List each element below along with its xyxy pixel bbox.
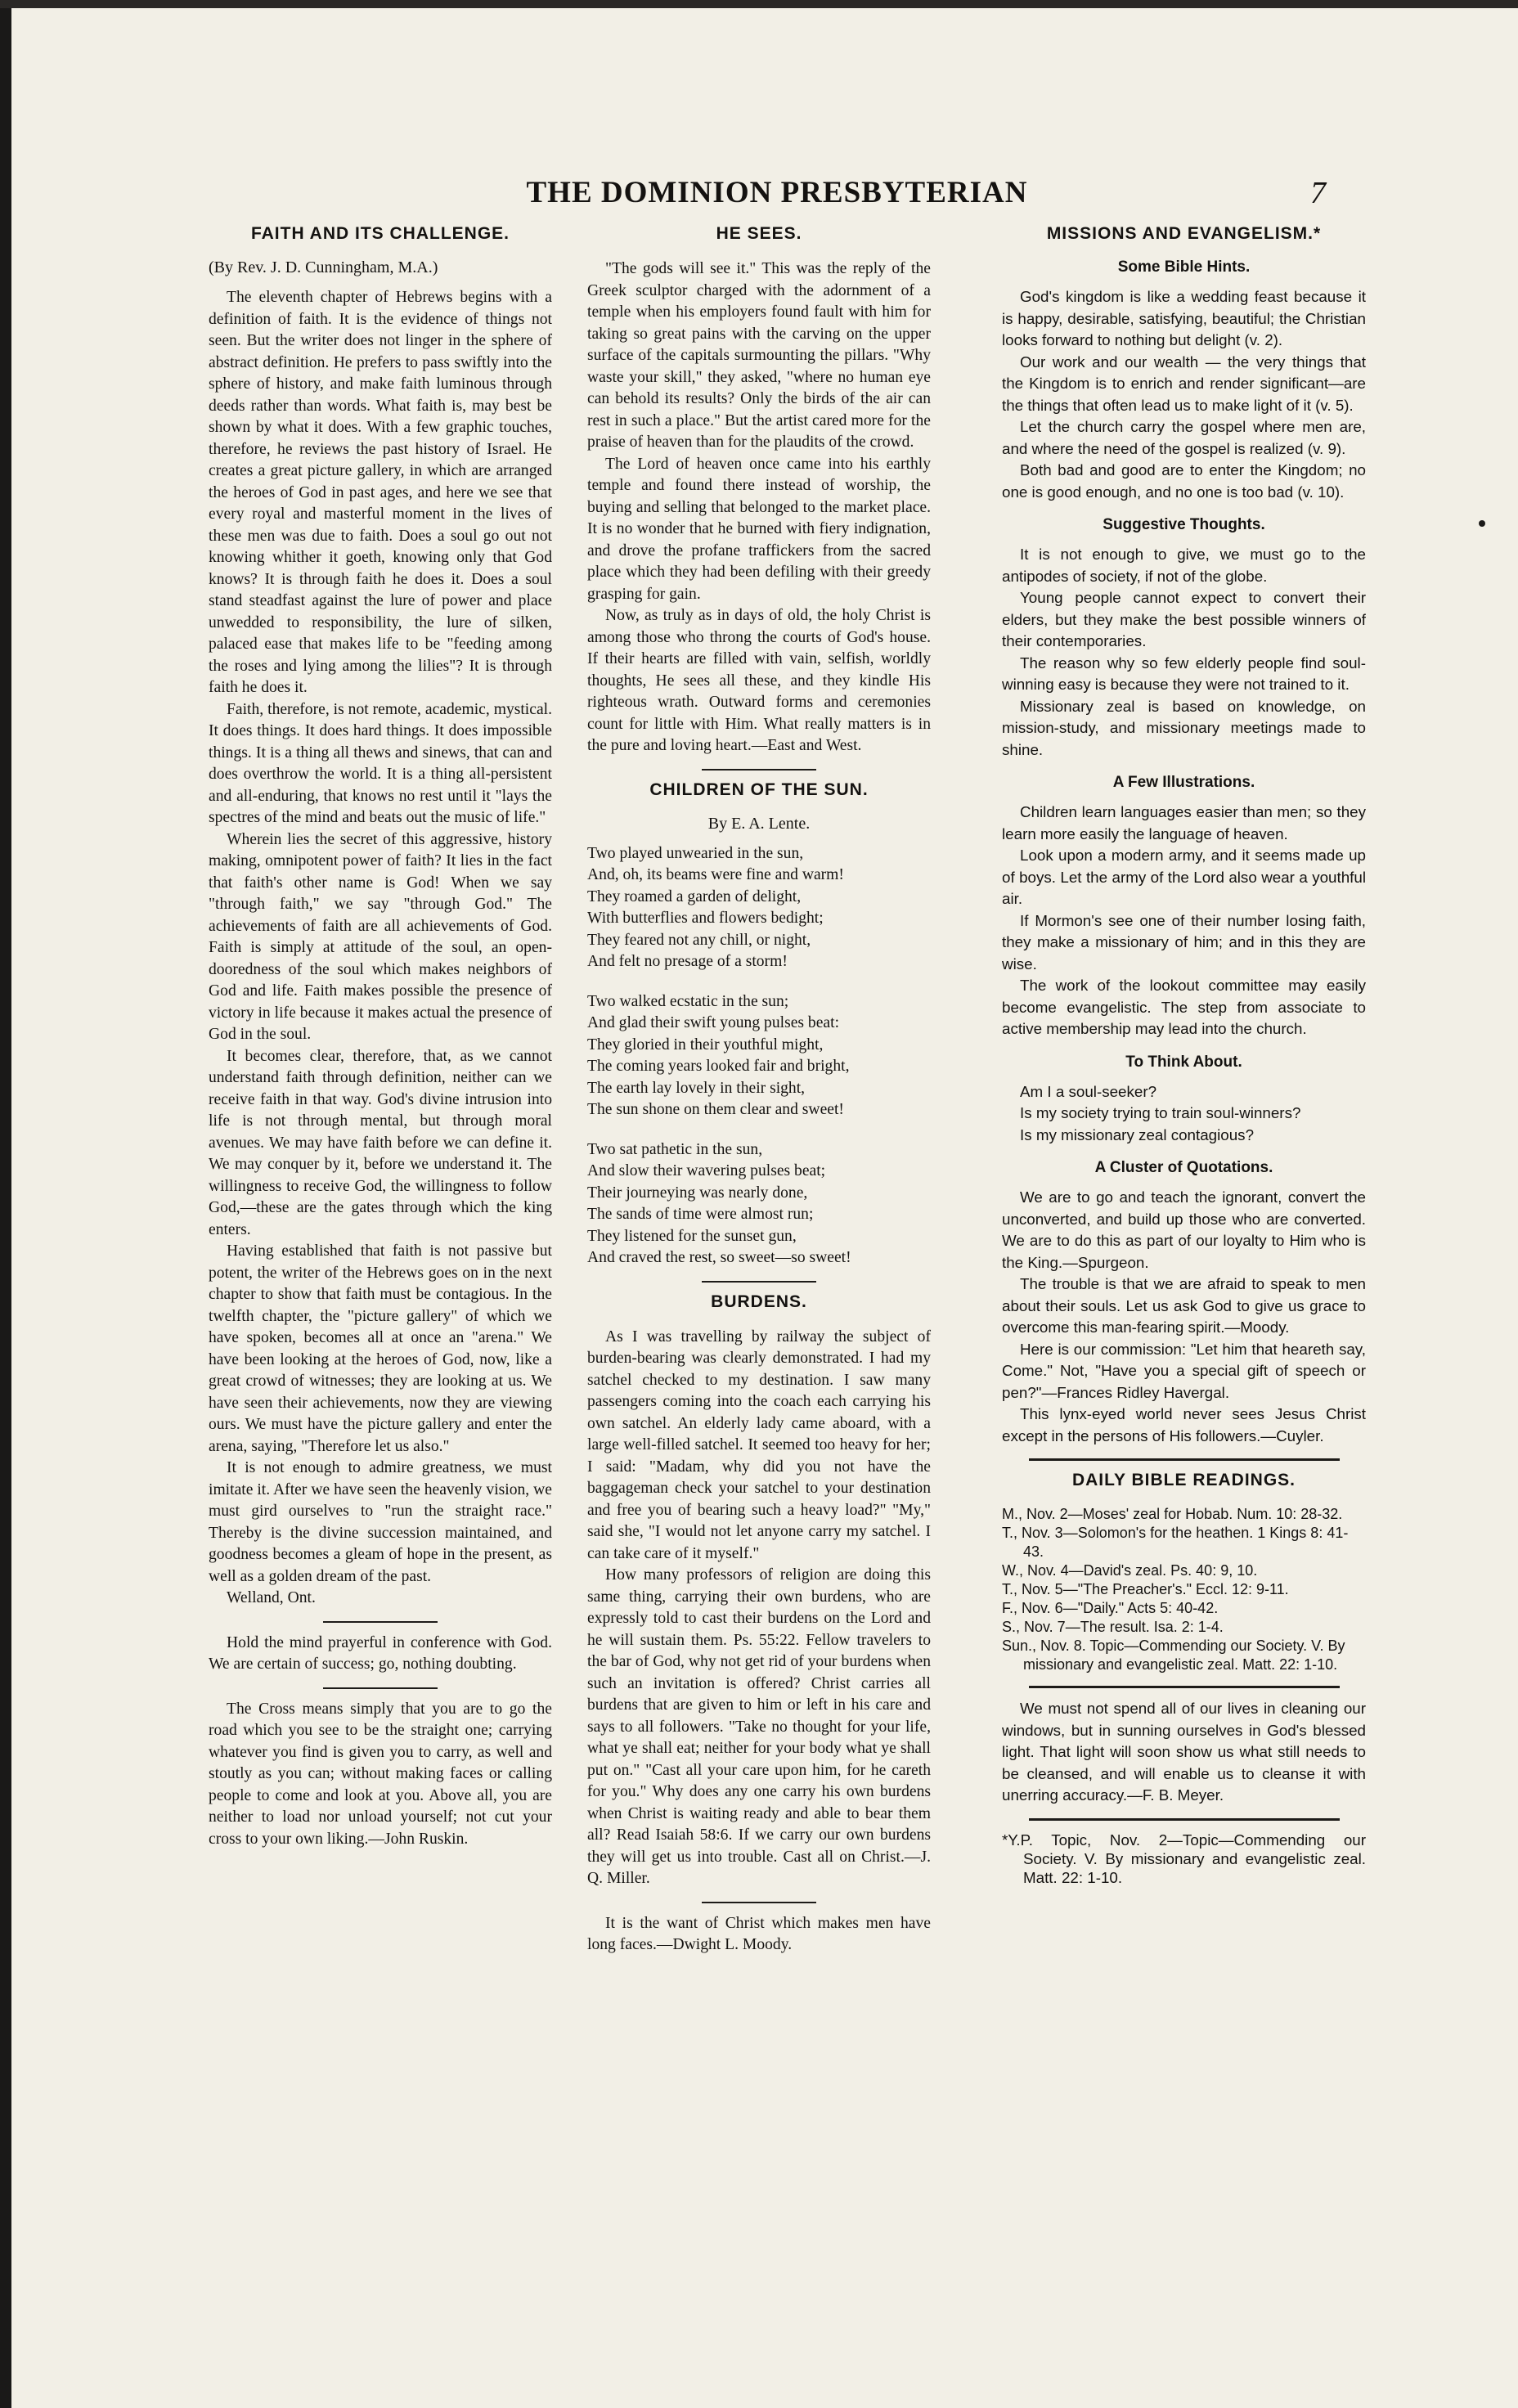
divider [702,1281,816,1283]
quote-paragraph: The Cross means simply that you are to go the road which you see to be the straight one; carrying whatever you find is given you to carry, as well and stoutly as you can; without making faces or calling people to come and look at you. Above all, you are neither to load nor unload yourself; not cut your cross to your own liking.—John Ruskin. [209,1700,552,1848]
question-item: Am I a soul-seeker? [1020,1082,1157,1100]
hint-paragraph: God's kingdom is like a wedding feast because it is happy, desirable, satisfying, beautiful; the Christian looks forward to nothing but delight (v. 2). [1002,288,1366,348]
poem-line: With butterflies and flowers bedight; [587,910,824,927]
illustration-paragraph: The work of the lookout committee may easily become evangelistic. The step from associate to active membership may lead into the church. [1002,977,1366,1037]
poem-line: They gloried in their youthful might, [587,1036,824,1054]
poem-line: The earth lay lovely in their sight, [587,1079,806,1097]
topic-footnote: *Y.P. Topic, Nov. 2—Topic—Commending our Society. V. By missionary and evangelistic zeal. Matt. 22: 1-10. [1002,1831,1366,1886]
illustration-paragraph: Look upon a modern army, and it seems made up of boys. Let the army of the Lord also wear a youthful air. [1002,847,1366,907]
subheading-suggestive-thoughts: Suggestive Thoughts. [1103,516,1265,533]
quotation-paragraph: The trouble is that we are afraid to speak to men about their souls. Let us ask God to give us grace to overcome this man-fearing spirit.—Moody. [1002,1275,1366,1336]
poem-byline: By E. A. Lente. [707,814,811,833]
quotation-paragraph: This lynx-eyed world never sees Jesus Christ except in the persons of His followers.—Cuyler. [1002,1405,1366,1444]
poem-line: And felt no presage of a storm! [587,953,788,970]
article-paragraph: Faith, therefore, is not remote, academic, mystical. It does things. It does hard things. It does impossible things. It is a thing all thews and sinews, that can and does overthrow the world. It is a thing all-persistent and all-enduring, that knows no rest until it "lays the spectres of the mind and beats out the music of life." [209,700,552,826]
article-paragraph: It becomes clear, therefore, that, as we cannot understand faith through definition, neither can we receive faith in that way. God's divine intrusion into life is not through mental, but through moral avenues. We may have faith before we can define it. We may conquer by it, before we understand it. The willingness to receive God, the willingness to follow God,—these are the gates through which the king enters. [209,1047,552,1238]
scan-speck [1479,520,1485,527]
reading-item: W., Nov. 4—David's zeal. Ps. 40: 9, 10. [1002,1562,1258,1579]
hint-paragraph: Our work and our wealth — the very things that the Kingdom is to enrich and render significant—are the things that often lead us to make light of it (v. 5). [1002,353,1366,414]
article-heading-burdens: BURDENS. [711,1292,807,1311]
poem-line: The sun shone on them clear and sweet! [587,1101,844,1118]
poem-line: And slow their wavering pulses beat; [587,1162,826,1179]
quotation-paragraph: We are to go and teach the ignorant, convert the unconverted, and build up those who are converted. We are to do this as part of our loyalty to Him who is the King.—Spurgeon. [1002,1188,1366,1271]
scan-top-border [0,0,1518,8]
poem-line: They listened for the sunset gun, [587,1227,797,1245]
poem-line: Two walked ecstatic in the sun; [587,992,789,1010]
quote-paragraph: We must not spend all of our lives in cleaning our windows, but in sunning ourselves in God's blessed light. That light will soon show us what still needs to be cleansed, and will enable us to cleanse it with unerring accuracy.—F. B. Meyer. [1002,1700,1366,1804]
question-item: Is my missionary zeal contagious? [1020,1125,1255,1143]
quote-paragraph: Hold the mind prayerful in conference with God. We are certain of success; go, nothing doubting. [209,1633,552,1673]
reading-item: T., Nov. 3—Solomon's for the heathen. 1 Kings 8: 41-43. [1002,1525,1349,1560]
quotation-paragraph: Here is our commission: "Let him that heareth say, Come." Not, "Have you a special gift of speech or pen?"—Frances Ridley Havergal. [1002,1340,1366,1401]
article-paragraph: Wherein lies the secret of this aggressive, history making, omnipotent power of faith? It lies in the fact that faith's other name is God! When we say "through faith," we say "through God." The achievements of faith are all achievements of God. Faith is simply at attitude of the soul, an open-dooredness of the soul which makes neighbors of God and life. Faith makes possible the presence of victory in life because it makes actual the presence of God in the soul. [209,830,552,1043]
article-signoff: Welland, Ont. [227,1589,316,1606]
divider [323,1687,438,1689]
masthead-title: THE DOMINION PRESBYTERIAN [526,176,1028,209]
thought-paragraph: The reason why so few elderly people find soul-winning easy is because they were not trained to it. [1002,654,1366,693]
article-paragraph: As I was travelling by railway the subject of burden-bearing was clearly demonstrated. I had my satchel checked to my destination. I saw many passengers coming into the coach each carrying his own satchel. An elderly lady came aboard, with a large well-filled satchel. It seemed too heavy for her; I said: "Madam, why did you not have the baggageman check your satchel to your destination and free you of bearing such a heavy load?" "My," said she, "I would not let anyone carry my satchel. I can take care of it myself." [587,1328,931,1562]
poem-line: They feared not any chill, or night, [587,931,811,949]
reading-item: T., Nov. 5—"The Preacher's." Eccl. 12: 9-11. [1002,1581,1289,1597]
question-item: Is my society trying to train soul-winners? [1020,1104,1301,1121]
subheading-quotations: A Cluster of Quotations. [1094,1159,1273,1176]
daily-readings-heading: DAILY BIBLE READINGS. [1071,1471,1296,1489]
page-number: 7 [1310,176,1326,210]
subheading-illustrations: A Few Illustrations. [1112,774,1255,791]
subheading-bible-hints: Some Bible Hints. [1117,258,1251,276]
subheading-to-think-about: To Think About. [1125,1053,1242,1071]
thought-paragraph: It is not enough to give, we must go to the antipodes of society, if not of the globe. [1002,546,1366,585]
poem-line: And, oh, its beams were fine and warm! [587,866,844,883]
column-missions [1002,219,1366,1887]
reading-item: M., Nov. 2—Moses' zeal for Hobab. Num. 10: 28-32. [1002,1506,1343,1522]
poem-line: Their journeying was nearly done, [587,1184,808,1202]
divider [323,1621,438,1623]
article-paragraph: The Lord of heaven once came into his earthly temple and found there instead of worship, the buying and selling that belonged to the market place. It is no wonder that he burned with fiery indignation, and drove the profane traffickers from the sacred place which they had been defiling with their greedy grasping for gain. [587,455,931,603]
poem-line: And craved the rest, so sweet—so sweet! [587,1249,851,1266]
article-paragraph: It is not enough to admire greatness, we must imitate it. After we have seen the heavenly vision, we must gird ourselves to "run the straight race." Thereby is the divine succession maintained, and goodness becomes a gleam of hope in the present, as well as a golden dream of the past. [209,1459,552,1585]
article-paragraph: How many professors of religion are doing this same thing, carrying their own burdens, who are expressly told to cast their burdens on the Lord and he will sustain them. Ps. 55:22. Fellow travelers to the bar of God, why not get rid of your burdens when such an invitation is offered? Christ carries all burdens that are given to him or left in his care and says to all followers. "Take no thought for your life, what ye shall eat; neither for your body what ye shall put on." "Cast all your care upon him, for he careth for you." Why does any one carry his own burdens when Christ is waiting ready and able to bear them all? Read Isaiah 58:6. If we carry our own burdens they will get us into trouble. Cast all on Christ.—J. Q. Miller. [587,1566,931,1887]
article-heading-faith: FAITH AND ITS CHALLENGE. [250,224,510,243]
hint-paragraph: Both bad and good are to enter the Kingdom; no one is good enough, and no one is too bad (v. 10). [1002,461,1366,501]
divider [702,1902,816,1903]
column-faith [209,219,552,1850]
quote-paragraph: It is the want of Christ which makes men have long faces.—Dwight L. Moody. [587,1914,931,1953]
divider [1029,1818,1340,1821]
article-heading-missions: MISSIONS AND EVANGELISM.* [1046,224,1322,243]
poem-line: The sands of time were almost run; [587,1206,814,1223]
poem-line: Two sat pathetic in the sun, [587,1140,763,1158]
hint-paragraph: Let the church carry the gospel where men are, and where the need of the gospel is realized (v. 9). [1002,418,1366,457]
divider [1029,1686,1340,1688]
reading-item: S., Nov. 7—The result. Isa. 2: 1-4. [1002,1619,1224,1635]
illustration-paragraph: Children learn languages easier than men; so they learn more easily the language of heaven. [1002,803,1366,842]
thought-paragraph: Young people cannot expect to convert their elders, but they make the best possible winners of their contemporaries. [1002,589,1366,649]
question-list [1002,1081,1366,1147]
article-byline: (By Rev. J. D. Cunningham, M.A.) [209,258,438,276]
poem-stanza [587,1139,931,1269]
thought-paragraph: Missionary zeal is based on knowledge, on mission-study, and missionary meetings made to shine. [1002,697,1366,758]
scan-left-border [0,0,11,2408]
article-paragraph: Now, as truly as in days of old, the holy Christ is among those who throng the courts of God's house. If their hearts are filled with vain, selfish, worldly thoughts, He sees all these, and they kindle His righteous wrath. Outward forms and ceremonies count for little with Him. What really matters is in the pure and loving heart.—East and West. [587,607,931,754]
poem-line: They roamed a garden of delight, [587,887,802,905]
poem-line: The coming years looked fair and bright, [587,1058,850,1075]
divider [702,769,816,770]
article-paragraph: The eleventh chapter of Hebrews begins with a definition of faith. It is the evidence of things not seen. But the writer does not linger in the sphere of abstract definition. He prefers to pass swiftly into the sphere of history, and make faith luminous through deeds rather than words. What faith is, may best be shown by what it does. With a few graphic touches, therefore, he reviews the past history of Israel. He creates a great picture gallery, in which are arranged the heroes of God in past ages, and here we see that every royal and masterful moment in the lives of these men was due to faith. Does a soul go out not knowing whither it goeth, knowing only that God knows? It is through faith he does it. Does a soul stand steadfast against the lure of power and place unwedded to responsibility, the lure of silken, palaced ease that makes life to be "feeding among the roses and lying among the lilies"? It is through faith he does it. [209,289,552,696]
article-paragraph: Having established that faith is not passive but potent, the writer of the Hebrews goes on in the next chapter to show that faith must be contagious. In the twelfth chapter, the "picture gallery" of which we have spoken, becomes all at once an "arena." We have been looking at the heroes of God, now, like a great crowd of witnesses; they are looking at us. We have seen their achievements, now they are viewing ours. We must have the picture gallery and enter the arena, saying, "Therefore let us also." [209,1242,552,1455]
poem-heading: CHILDREN OF THE SUN. [649,779,869,799]
divider [1029,1458,1340,1461]
column-he-sees [587,219,931,1956]
illustration-paragraph: If Mormon's see one of their number losing faith, they make a missionary of him; and in this they are wise. [1002,911,1366,973]
poem-line: And glad their swift young pulses beat: [587,1014,840,1031]
article-paragraph: "The gods will see it." This was the reply of the Greek sculptor charged with the adornment of a temple when his employers found fault with him for taking so great pains with the carving on the upper surface of the capitals surmounting the pillars. "Why waste your skill," they asked, "where no human eye can behold its results? Only the birds of the air can rest in such a place." But the artist cared more for the praise of heaven than for the plaudits of the crowd. [587,260,931,451]
poem-stanza [587,991,931,1121]
poem-line: Two played unwearied in the sun, [587,844,804,862]
poem-stanza [587,843,931,973]
readings-list [1002,1505,1366,1674]
reading-item: Sun., Nov. 8. Topic—Commending our Society. V. By missionary and evangelistic zeal. Matt. 22: 1-10. [1002,1638,1345,1673]
article-heading-he-sees: HE SEES. [716,224,802,243]
reading-item: F., Nov. 6—"Daily." Acts 5: 40-42. [1002,1600,1219,1616]
